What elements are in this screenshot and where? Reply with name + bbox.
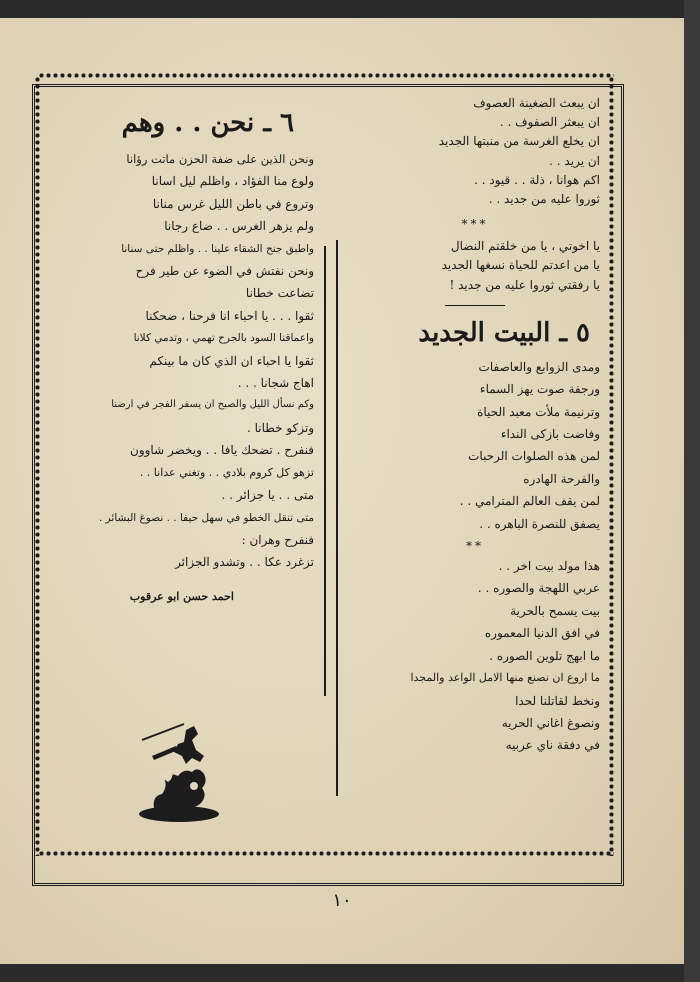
verse-line: لمن هذه الصلوات الرحبات	[468, 449, 600, 464]
page-number: ١٠	[332, 890, 352, 911]
poem5-stanza-1	[350, 356, 600, 535]
verse-line: تضاعت خطانا	[245, 286, 314, 301]
verse-line: واطبق جنح الشقاء علينا . . واظلم حتى سنانا	[121, 242, 314, 255]
knight-emblem-icon	[134, 716, 224, 826]
verse-line: فنفرح . تضحك يافا . . ويخضر شاوون	[130, 443, 314, 458]
verse-line: ان يبعث الضغينة العصوف	[473, 96, 600, 110]
stanza-separator: ***	[461, 217, 489, 232]
verse-line: ونحن الذين على ضفة الحزن ماتت رؤانا	[126, 152, 314, 166]
scan-edge	[684, 0, 700, 982]
verse-line: وترنيمة ملأت معبد الحياة	[477, 404, 600, 419]
verse-line: واعماقنا السود بالجرح تهمي ، وتدمي كلانا	[133, 332, 314, 345]
verse-line: ان يريد . .	[549, 153, 600, 168]
verse-line: ما ابهج تلوين الصوره .	[489, 648, 600, 663]
verse-line: ولوع منا الفؤاد ، واظلم ليل اسانا	[151, 174, 314, 189]
appeal-stanza	[350, 237, 600, 295]
verse-line: وتروع في باطن الليل غرس منانا	[152, 196, 314, 211]
verse-line: ونخط لقاتلنا لحدا	[515, 693, 600, 708]
frame-left-chain	[34, 76, 41, 856]
column-divider-left	[324, 246, 326, 696]
poem6-title: ٦ ـ نحن . . وهم	[121, 108, 294, 138]
verse-line: ثقوا . . . يا احباء انا فرحنا ، ضحكنا	[145, 308, 314, 323]
verse-line: ولم يزهر الغرس . . ضاع رجانا	[164, 219, 314, 234]
frame-bottom-chain	[38, 850, 614, 857]
verse-line: عربي اللهجة والصوره . .	[477, 581, 600, 596]
intro-stanza	[350, 94, 600, 209]
verse-line: ثقوا يا احباء ان الذي كان ما بينكم	[149, 353, 314, 368]
verse-line: ومدى الزوابع والعاصفات	[478, 359, 600, 374]
verse-line: هذا مولد بيت اخر . .	[498, 559, 600, 574]
verse-line: والفرحة الهادره	[523, 471, 600, 486]
poem6-body	[52, 148, 314, 574]
verse-line: يا رفقتي ثوروا عليه من جديد !	[449, 277, 600, 292]
verse-line: ان يبعثر الصفوف . .	[499, 115, 600, 130]
verse-line: تزهو كل كروم بلادي . . وتغني عدانا . .	[139, 465, 314, 479]
verse-line: بيت يسمح بالحرية	[510, 603, 600, 618]
verse-line: ما اروع ان نصنع منها الامل الواعد والمجدا	[410, 671, 600, 685]
verse-line: ثوروا عليه من جديد . .	[488, 192, 600, 207]
verse-line: ورجفة صوت يهز السماء	[479, 382, 600, 397]
verse-line: وفاضت بازكى النداء	[500, 427, 600, 442]
frame-right-chain	[608, 76, 615, 856]
verse-line: يا اخوتي ، يا من خلقتم النضال	[450, 239, 600, 254]
stanza-separator: **	[466, 539, 484, 554]
right-column	[350, 94, 600, 757]
verse-line: اكم هوانا ، ذلة . . قيود . .	[474, 172, 600, 187]
verse-line: لمن يقف العالم المترامي . .	[459, 494, 600, 509]
verse-line: ونحن نفتش في الضوء عن طير فرح	[135, 264, 314, 279]
poem5-title: ٥ ـ البيت الجديد	[418, 317, 590, 348]
author-name: احمد حسن ابو عرقوب	[129, 589, 234, 603]
verse-line: يصفق للنصرة الباهره . .	[479, 516, 600, 531]
verse-line: في افق الدنيا المعموره	[484, 626, 600, 641]
section-divider	[445, 305, 505, 306]
poem5-stanza-2	[350, 555, 600, 757]
verse-line: ونصوغ اغاني الحريه	[501, 715, 600, 730]
magazine-page	[0, 18, 684, 964]
verse-line: ان يخلع الغرسة من منبتها الجديد	[438, 134, 600, 149]
verse-line: وكم نسأل الليل والصبح ان يسفر الفجر في ارضنا	[111, 399, 314, 411]
verse-line: تزغرد عكا . . وتشدو الجزائر	[175, 555, 314, 570]
verse-line: وتزكو خطانا .	[246, 420, 314, 435]
verse-line: متى تنقل الخطو في سهل حيفا . . نصوغ البشائر .	[98, 511, 314, 524]
verse-line: يا من اعدتم للحياة نسغها الجديد	[441, 258, 600, 273]
column-divider-right	[336, 240, 338, 796]
verse-line: اهاج شجانا . . .	[237, 376, 314, 391]
frame-top-chain	[38, 72, 614, 79]
verse-line: متى . . يا جزائر . .	[221, 488, 314, 503]
verse-line: فنفرح وهران :	[241, 532, 314, 547]
left-column	[52, 108, 314, 608]
verse-line: في دفقة ناي عربيه	[505, 738, 600, 753]
